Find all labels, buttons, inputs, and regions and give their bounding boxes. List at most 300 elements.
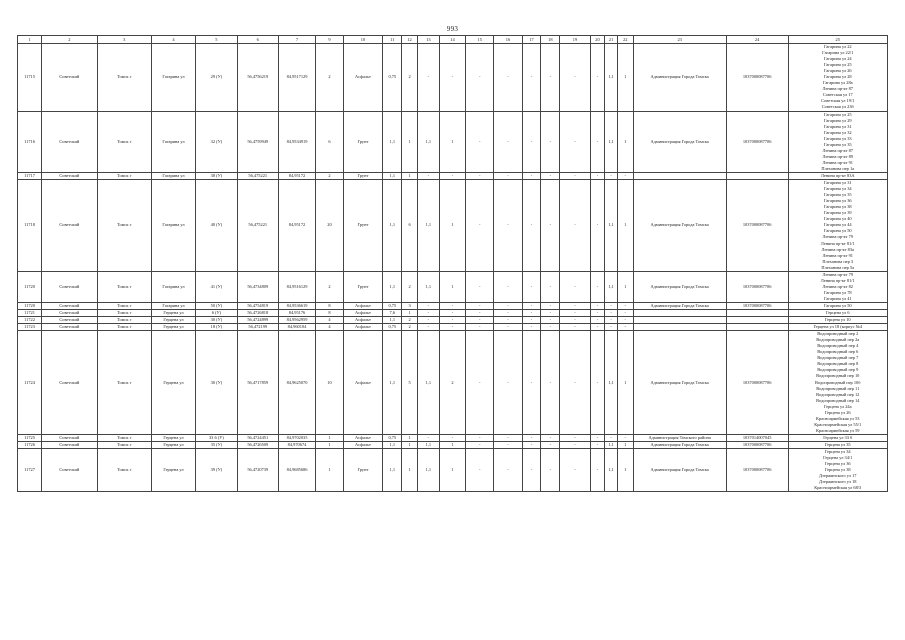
table-cell: - <box>522 180 541 272</box>
address-line: Гагарина ул 41 <box>823 295 852 301</box>
table-cell: 6 <box>402 180 418 272</box>
table-cell: - <box>590 111 605 172</box>
table-cell: 1 <box>439 180 465 272</box>
table-cell: - <box>522 442 541 449</box>
table-cell: - <box>466 271 494 302</box>
table-cell: 1037000087706 <box>726 271 788 302</box>
address-line: Ленина пр-кт 87 <box>822 147 853 153</box>
table-cell: 0,75 <box>383 302 402 309</box>
table-cell: 11727 <box>18 449 42 492</box>
address-line: Герцена ул 6 <box>825 310 850 316</box>
table-cell: 1 <box>617 449 633 492</box>
table-cell: 56,4726509 <box>237 442 278 449</box>
table-cell: 1 <box>617 271 633 302</box>
table-cell: Герцена ул <box>152 317 196 324</box>
address-line: Гагарина ул 25 <box>823 62 852 68</box>
table-cell: - <box>522 310 541 317</box>
table-cell: Гагарина ул <box>152 180 196 272</box>
table-cell: - <box>494 44 522 112</box>
table-cell: Томск г <box>97 180 151 272</box>
table-cell: 1 <box>402 111 418 172</box>
table-cell: - <box>466 331 494 435</box>
address-line: Герцена ул 36 <box>824 461 851 467</box>
table-cell: - <box>560 317 590 324</box>
table-row <box>18 172 888 179</box>
table-cell: 41 (У) <box>195 271 237 302</box>
address-line: Ленина пр-кт 81/1 <box>820 277 855 283</box>
address-line: Гагарина ул 38 <box>823 204 852 210</box>
table-cell: 33 6 (У) <box>195 434 237 441</box>
table-cell: 1 <box>402 449 418 492</box>
table-cell: 11717 <box>18 172 42 179</box>
address-cell <box>788 449 888 492</box>
address-line: Герцена ул 38 <box>824 467 851 473</box>
table-cell: 1,1 <box>605 180 618 272</box>
table-cell: Асфальт <box>343 317 383 324</box>
address-line: Красноармейская ул 59 <box>816 427 860 433</box>
address-line: Водопроводный пер 14 <box>816 397 860 403</box>
address-line: Водопроводный пер 4 <box>817 343 859 349</box>
table-cell: 1,1 <box>417 331 439 435</box>
table-cell: Асфальт <box>343 44 383 112</box>
address-line: Красноармейская ул 53 <box>816 415 860 421</box>
address-line: Ленина пр-кт 82 <box>822 283 853 289</box>
address-line: Водопроводный пер 9 <box>817 367 859 373</box>
address-line: Герцена ул 34/1 <box>823 455 853 461</box>
table-cell: 40 (У) <box>195 180 237 272</box>
address-line: Ленина пр-кт 79 <box>822 271 853 277</box>
table-cell: 56,475221 <box>237 172 278 179</box>
table-cell: 1,1 <box>383 172 402 179</box>
table-cell: - <box>494 172 522 179</box>
table-cell: - <box>466 449 494 492</box>
header-cell: 2 <box>42 36 97 44</box>
table-cell: 1 <box>402 434 418 441</box>
table-cell: Асфальт <box>343 310 383 317</box>
table-cell: 7,6 <box>383 310 402 317</box>
table-row <box>18 442 888 449</box>
table-cell: - <box>494 180 522 272</box>
table-cell: 1 <box>617 331 633 435</box>
table-cell: - <box>560 111 590 172</box>
table-cell: 11720 <box>18 271 42 302</box>
header-row <box>18 36 888 44</box>
table-cell: Герцена ул <box>152 449 196 492</box>
table-row <box>18 271 888 302</box>
table-cell: 11715 <box>18 44 42 112</box>
table-cell: - <box>560 449 590 492</box>
address-line: Красноармейская ул 68/3 <box>814 485 862 491</box>
table-cell: - <box>466 44 494 112</box>
table-cell: - <box>522 324 541 331</box>
table-cell: 29 (У) <box>195 44 237 112</box>
header-cell: 23 <box>633 36 726 44</box>
address-line: Гагарина ул 22/1 <box>822 50 854 56</box>
header-cell: 7 <box>278 36 316 44</box>
table-cell: 8 <box>316 302 343 309</box>
table-cell: - <box>541 302 560 309</box>
table-row <box>18 180 888 272</box>
table-cell: 1 <box>439 449 465 492</box>
table-cell: Администрация Города Томска <box>633 442 726 449</box>
table-cell: Администрация Города Томска <box>633 271 726 302</box>
table-cell: Советский <box>42 111 97 172</box>
table-cell: 1 <box>439 271 465 302</box>
table-cell: 1,1 <box>605 271 618 302</box>
address-line: Ленина пр-кт 91 <box>822 159 853 165</box>
table-cell: 11726 <box>18 442 42 449</box>
address-line: Ленина пр-кт 87 <box>822 86 853 92</box>
table-cell <box>726 324 788 331</box>
table-cell: 1,1 <box>605 449 618 492</box>
table-cell: - <box>541 331 560 435</box>
table-cell: 56,472199 <box>237 324 278 331</box>
address-line: Гагарина ул 35 <box>823 192 852 198</box>
table-row <box>18 317 888 324</box>
address-line: Плеханова пер 1а <box>821 165 855 171</box>
table-cell: Советский <box>42 44 97 112</box>
address-line: Гагарина ул 34 <box>823 186 852 192</box>
table-cell: - <box>417 302 439 309</box>
table-cell: - <box>560 442 590 449</box>
address-cell <box>788 324 888 331</box>
table-cell <box>726 310 788 317</box>
table-cell: - <box>466 180 494 272</box>
table-cell: 84,95172 <box>278 180 316 272</box>
table-cell: 38 (У) <box>195 172 237 179</box>
table-row <box>18 331 888 435</box>
table-cell: 84,9516129 <box>278 271 316 302</box>
header-cell: 13 <box>417 36 439 44</box>
table-cell: - <box>466 111 494 172</box>
table-cell: Администрация Города Томска <box>633 449 726 492</box>
address-line: Гагарина ул 25 <box>823 111 852 117</box>
table-cell: - <box>590 442 605 449</box>
header-cell: 9 <box>316 36 343 44</box>
table-cell: Асфальт <box>343 434 383 441</box>
table-cell: 1,1 <box>383 271 402 302</box>
address-cell <box>788 111 888 172</box>
table-cell: 56,4754819 <box>237 302 278 309</box>
address-line: Водопроводный пер 6 <box>817 349 859 355</box>
table-cell: 1037000087706 <box>726 442 788 449</box>
table-cell: Томск г <box>97 172 151 179</box>
address-line: Водопроводный пер 10б <box>815 379 861 385</box>
table-cell: 1,1 <box>605 111 618 172</box>
table-cell: 6 <box>316 111 343 172</box>
table-cell: - <box>560 331 590 435</box>
table-cell: Герцена ул <box>152 310 196 317</box>
table-cell: - <box>439 44 465 112</box>
table-cell: 84,9702035 <box>278 434 316 441</box>
table-cell: 1037000087706 <box>726 331 788 435</box>
address-line: Герцена ул 33 б <box>823 434 853 440</box>
table-cell: - <box>466 310 494 317</box>
address-line: Водопроводный пер 8 <box>817 361 859 367</box>
table-cell: - <box>605 317 618 324</box>
table-cell: Грунт <box>343 111 383 172</box>
table-cell: 1,1 <box>605 442 618 449</box>
table-cell: - <box>590 172 605 179</box>
table-cell: Советский <box>42 302 97 309</box>
address-cell <box>788 44 888 112</box>
table-cell: - <box>522 434 541 441</box>
address-line: Гагарина ул 36 <box>823 198 852 204</box>
table-cell: 50 (У) <box>195 302 237 309</box>
table-cell: 0,75 <box>383 44 402 112</box>
address-cell <box>788 434 888 441</box>
table-cell: Герцена ул <box>152 442 196 449</box>
header-cell: 1 <box>18 36 42 44</box>
table-cell: - <box>439 324 465 331</box>
table-cell: - <box>560 434 590 441</box>
table-cell: 56,4724899 <box>237 317 278 324</box>
table-cell: - <box>417 310 439 317</box>
table-cell: - <box>560 271 590 302</box>
address-line: Плеханова пер 3 <box>822 258 854 264</box>
table-cell <box>633 324 726 331</box>
table-cell: - <box>590 180 605 272</box>
table-cell: Советский <box>42 271 97 302</box>
table-cell: - <box>522 317 541 324</box>
table-cell: Советский <box>42 449 97 492</box>
header-cell: 10 <box>343 36 383 44</box>
table-cell: Томск г <box>97 310 151 317</box>
address-cell <box>788 442 888 449</box>
table-cell: 2 <box>316 271 343 302</box>
header-cell: 24 <box>726 36 788 44</box>
table-cell: 8 <box>316 310 343 317</box>
table-cell: Томск г <box>97 449 151 492</box>
table-cell: Администрация Города Томска <box>633 331 726 435</box>
table-cell: 11718 <box>18 180 42 272</box>
table-cell: 10 <box>316 331 343 435</box>
table-cell: - <box>466 172 494 179</box>
address-line: Водопроводный пер 11 <box>816 385 860 391</box>
table-cell: - <box>560 324 590 331</box>
table-cell: - <box>522 44 541 112</box>
address-cell <box>788 317 888 324</box>
table-cell: Грунт <box>343 449 383 492</box>
table-cell: 84,95176 <box>278 310 316 317</box>
table-cell: - <box>494 302 522 309</box>
table-cell: - <box>466 324 494 331</box>
table-cell: Администрация Города Томска <box>633 44 726 112</box>
table-cell: 1 <box>617 180 633 272</box>
table-cell: Гагарина ул <box>152 172 196 179</box>
table-cell: 84,9625070 <box>278 331 316 435</box>
header-cell: 12 <box>402 36 418 44</box>
table-cell: - <box>439 172 465 179</box>
table-cell: 84,95172 <box>278 172 316 179</box>
table-cell: - <box>417 172 439 179</box>
table-cell: - <box>417 324 439 331</box>
table-cell: - <box>522 302 541 309</box>
address-line: Гагарина ул 35 <box>823 141 852 147</box>
table-cell: - <box>605 310 618 317</box>
table-cell: - <box>522 331 541 435</box>
table-row <box>18 449 888 492</box>
table-cell: 1,1 <box>383 180 402 272</box>
address-line: Гагарина ул 29 <box>823 117 852 123</box>
address-line: Водопроводный пер 2а <box>816 337 860 343</box>
table-row <box>18 434 888 441</box>
table-cell: - <box>560 172 590 179</box>
table-cell: - <box>466 434 494 441</box>
table-cell: Советский <box>42 180 97 272</box>
address-line: Гагарина ул 26 <box>823 68 852 74</box>
address-line: Ленина пр-кт 79 <box>822 234 853 240</box>
address-line: Герцена ул 10 <box>824 317 851 323</box>
table-cell <box>633 317 726 324</box>
address-line: Дзержинского ул 17 <box>819 473 857 479</box>
table-cell: 84,960104 <box>278 324 316 331</box>
table-cell: - <box>605 302 618 309</box>
table-cell: - <box>439 317 465 324</box>
table-cell: 1,1 <box>605 331 618 435</box>
table-cell: - <box>522 111 541 172</box>
table-cell: 20 <box>316 180 343 272</box>
address-line: Гагарина ул 28а <box>822 80 853 86</box>
table-cell: 35 (У) <box>195 442 237 449</box>
table-cell: 56,4759949 <box>237 111 278 172</box>
table-cell: - <box>541 442 560 449</box>
table-cell: 56,4724451 <box>237 434 278 441</box>
table-cell: - <box>590 434 605 441</box>
address-line: Водопроводный пер 7 <box>817 355 859 361</box>
table-cell: - <box>590 44 605 112</box>
header-cell: 14 <box>439 36 465 44</box>
table-cell: Администрация Города Томска <box>633 180 726 272</box>
table-cell: Томск г <box>97 442 151 449</box>
table-cell: 11725 <box>18 434 42 441</box>
table-cell: - <box>560 44 590 112</box>
table-cell: - <box>541 111 560 172</box>
table-cell: - <box>617 302 633 309</box>
address-line: Гагарина ул 50 <box>823 228 852 234</box>
table-cell: 1,1 <box>383 442 402 449</box>
address-line: Гагарина ул 39 <box>823 210 852 216</box>
address-line: Герцена ул 34 <box>824 449 851 455</box>
address-line: Ленина пр-кт 81/1 <box>820 240 855 246</box>
header-cell: 18 <box>541 36 560 44</box>
address-line: Красноармейская ул 55/1 <box>814 421 862 427</box>
table-cell: 2 <box>439 331 465 435</box>
table-cell: Гагарина ул <box>152 271 196 302</box>
table-cell: 1 <box>316 434 343 441</box>
address-cell <box>788 302 888 309</box>
address-line: Гагарина ул 24 <box>823 56 852 62</box>
address-cell <box>788 310 888 317</box>
table-cell: - <box>466 302 494 309</box>
address-line: Плеханова пер 5а <box>821 264 855 270</box>
table-cell: 2 <box>402 271 418 302</box>
table-cell: Грунт <box>343 180 383 272</box>
table-cell: 84,9685686 <box>278 449 316 492</box>
address-line: Ленина пр-кт 89 <box>822 153 853 159</box>
table-cell: - <box>494 324 522 331</box>
header-cell: 15 <box>466 36 494 44</box>
address-line: Герцена ул 35 <box>824 442 851 447</box>
table-cell: 6 (У) <box>195 310 237 317</box>
table-cell: Герцена ул <box>152 434 196 441</box>
address-line: Водопроводный пер 12 <box>816 391 860 397</box>
table-cell: 1 <box>617 442 633 449</box>
address-line: Дзержинского ул 18 <box>819 479 857 485</box>
table-cell: 0,75 <box>383 324 402 331</box>
table-cell: - <box>439 310 465 317</box>
address-line: Гагарина ул 31 <box>823 123 852 129</box>
table-cell: - <box>560 302 590 309</box>
table-cell: Томск г <box>97 44 151 112</box>
table-cell: - <box>541 172 560 179</box>
table-cell: - <box>560 310 590 317</box>
table-cell: - <box>541 180 560 272</box>
table-cell: - <box>522 172 541 179</box>
table-cell: - <box>590 271 605 302</box>
address-cell <box>788 271 888 302</box>
table-cell: 1,1 <box>383 111 402 172</box>
table-cell: 56,4720739 <box>237 449 278 492</box>
table-cell: - <box>494 111 522 172</box>
table-cell: 1 <box>439 111 465 172</box>
header-cell: 19 <box>560 36 590 44</box>
table-cell: 4 <box>316 324 343 331</box>
table-cell: 1 <box>402 310 418 317</box>
table-cell: 2 <box>402 44 418 112</box>
table-cell: Томск г <box>97 324 151 331</box>
table-cell: Герцена ул <box>152 324 196 331</box>
table-cell: 1037000087706 <box>726 449 788 492</box>
address-line: Гагарина ул 32 <box>823 129 852 135</box>
table-cell: 11716 <box>18 111 42 172</box>
table-cell: Администрация Томского района <box>633 434 726 441</box>
table-cell: - <box>590 324 605 331</box>
table-cell: Советский <box>42 331 97 435</box>
table-cell: - <box>617 324 633 331</box>
table-cell: 5 <box>402 331 418 435</box>
table-cell: - <box>439 302 465 309</box>
registry-table <box>17 35 888 492</box>
table-cell: 56,475221 <box>237 180 278 272</box>
page-number: 993 <box>446 25 459 33</box>
address-line: Гагарина ул 50 <box>823 302 852 308</box>
address-cell <box>788 172 888 179</box>
table-cell: - <box>522 271 541 302</box>
table-cell: Томск г <box>97 111 151 172</box>
table-cell: 1,1 <box>383 449 402 492</box>
table-cell: 1037000087706 <box>726 111 788 172</box>
table-cell: - <box>590 449 605 492</box>
table-cell: Асфальт <box>343 324 383 331</box>
table-cell: 4 <box>316 317 343 324</box>
table-cell: Гагарина ул <box>152 44 196 112</box>
table-cell: Томск г <box>97 302 151 309</box>
table-cell: 2 <box>316 44 343 112</box>
table-cell: Советский <box>42 310 97 317</box>
table-cell: 1,1 <box>417 111 439 172</box>
table-cell: Томск г <box>97 271 151 302</box>
table-cell <box>633 310 726 317</box>
address-line: Ленина пр-кт 83А <box>820 172 855 178</box>
address-line: Герцена ул 26 <box>824 409 851 415</box>
address-line: Ленина пр-кт 91 <box>822 252 853 258</box>
table-cell: - <box>590 317 605 324</box>
table-cell: 56,4756219 <box>237 44 278 112</box>
table-cell: Томск г <box>97 317 151 324</box>
table-cell: Грунт <box>343 271 383 302</box>
table-cell: 56,4734809 <box>237 271 278 302</box>
